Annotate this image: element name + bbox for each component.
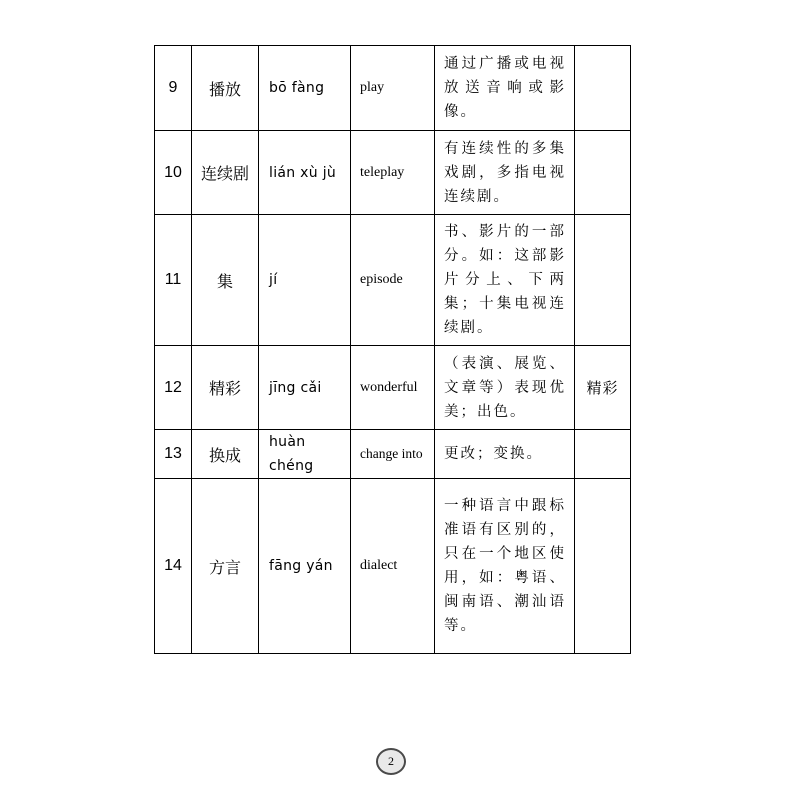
english-translation: change into bbox=[351, 430, 435, 479]
english-translation: episode bbox=[351, 215, 435, 346]
word: 精彩 bbox=[192, 346, 259, 430]
row-number: 14 bbox=[155, 479, 192, 654]
word: 换成 bbox=[192, 430, 259, 479]
page-number-label: 2 bbox=[388, 754, 394, 768]
pinyin: jīng cǎi bbox=[259, 346, 351, 430]
definition: 更改；变换。 bbox=[435, 430, 575, 479]
row-number: 11 bbox=[155, 215, 192, 346]
table-row bbox=[155, 430, 631, 479]
table-row bbox=[155, 479, 631, 654]
pinyin: jí bbox=[259, 215, 351, 346]
definition: 通过广播或电视放送音响或影像。 bbox=[435, 46, 575, 131]
english-translation: play bbox=[351, 46, 435, 131]
table-row bbox=[155, 215, 631, 346]
word: 连续剧 bbox=[192, 131, 259, 215]
word: 方言 bbox=[192, 479, 259, 654]
synonym bbox=[575, 479, 631, 654]
row-number: 10 bbox=[155, 131, 192, 215]
definition: 一种语言中跟标准语有区别的，只在一个地区使用，如：粤语、闽南语、潮汕语等。 bbox=[435, 479, 575, 654]
synonym: 精彩 bbox=[575, 346, 631, 430]
english-translation: wonderful bbox=[351, 346, 435, 430]
row-number: 9 bbox=[155, 46, 192, 131]
word: 播放 bbox=[192, 46, 259, 131]
table-row bbox=[155, 131, 631, 215]
synonym bbox=[575, 430, 631, 479]
row-number: 12 bbox=[155, 346, 192, 430]
english-translation: dialect bbox=[351, 479, 435, 654]
word: 集 bbox=[192, 215, 259, 346]
vocabulary-table bbox=[154, 45, 631, 654]
pinyin: huàn chéng bbox=[259, 430, 351, 479]
row-number: 13 bbox=[155, 430, 192, 479]
definition: （表演、展览、文章等）表现优美；出色。 bbox=[435, 346, 575, 430]
synonym bbox=[575, 46, 631, 131]
definition: 书、影片的一部分。如：这部影片分上、下两集；十集电视连续剧。 bbox=[435, 215, 575, 346]
table-row bbox=[155, 46, 631, 131]
table-row bbox=[155, 346, 631, 430]
synonym bbox=[575, 215, 631, 346]
definition: 有连续性的多集戏剧，多指电视连续剧。 bbox=[435, 131, 575, 215]
english-translation: teleplay bbox=[351, 131, 435, 215]
pinyin: lián xù jù bbox=[259, 131, 351, 215]
pinyin: bō fàng bbox=[259, 46, 351, 131]
page-number bbox=[376, 748, 406, 775]
synonym bbox=[575, 131, 631, 215]
pinyin: fāng yán bbox=[259, 479, 351, 654]
